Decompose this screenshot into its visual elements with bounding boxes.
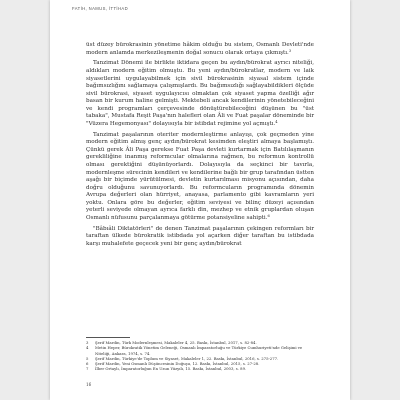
footnote-rule <box>86 337 130 338</box>
paragraph-4: "Bâbıâli Diktatörleri" de denen Tanzimat paşalarının çekingen reformları bir taraftan ülkede bürokratik istibdada yol açarken diğer taraftan bu istibdada karşı muhalefete geçecek yeni bir genç aydın/bürokrat <box>86 225 314 247</box>
footnotes <box>86 340 314 372</box>
paragraph-1: üst düzey bürokrasinin yönetime hâkim olduğu bu sistem, Osmanlı Devleti'nde modern anlamda merkezileşmenin doğal sonucu olarak ortaya çıkmıştı.$^3$ <box>86 42 314 56</box>
footnote-ref-6: 6 <box>267 213 270 218</box>
footnote-ref-4: 4 <box>275 119 278 124</box>
body-text <box>86 42 314 248</box>
footnote: 6 Şerif Mardin, Yeni Osmanlı Düşüncesinin Doğuşu, 12. Baskı, İstanbul, 2015, s. 27-28. <box>86 361 260 367</box>
footnote: 4 Metin Heper, Bürokratik Yönetim Geleneği, Osmanlı İmparatorluğu ve Türkiye Cumhuriyeti'nde Gelişimi ve Niteliği, Ankara, 1974, s. 74. <box>86 345 303 356</box>
footnote: 3 Şerif Mardin, Türk Modernleşmesi, Makaleler 4, 25. Baskı, İstanbul, 2017, s. 82-84. <box>86 340 257 345</box>
paragraph-2: Tanzimat Dönemi ile birlikte iktidara geçen bu aydın/bürokrat ayrıcı niteliği, aldıkları modern eğitim olmuştu. Bu yeni aydın/bürokratlar, modern ve laik siyasetlerini uygulayabilmek için sivil bürokrasinin siyasal sistem içinde bağımsızlığını sağlamaya çalışmışlardı. Bu bağımsızlığı sağlayabildikleri ölçüde sivil bürokrasi, siyaset uygulayıcısı olmaktan çok siyaset yapma özelliği ağır basan bir kurum haline gelmişti. Mektebeli ancak kendilerinin yönetebileceğini ve kendi programları çerçevesinde dönüştürebileceğini düşünen bu "üst tabaka", Mustafa Reşit Paşa'nın halefleri olan Âli ve Fuat paşalar döneminde bir "Vüzera Hegemonyası" dolayısıyla bir istibdat rejimine yol açmıştı.$^4$ <box>86 60 314 127</box>
running-head: FATİH, NAMUS, İTTİHAD <box>72 6 129 11</box>
page-number: 16 <box>86 382 92 387</box>
book-page <box>50 0 350 400</box>
footnote-ref-3: 3 <box>288 48 292 53</box>
paragraph-3: Tanzimat paşalarının oteriter modernleştirme anlayışı, çok geçmeden yine modern eğitim almış genç aydın/bürokrat kesimden eleştiri almaya başlamıştı. Çünkü gerek Âli Paşa gerekse Fuat Paşa devleti kurtarmak için Batılılaşmanın gerekliliğine inanmış reformcular olmalarına rağmen, bu reformun kontrollü olması gerektiğini düşünüyorlardı. Dolayısıyla da seçkinci bir tavırla, modernleşme sürecinin kendileri ve kendilerine bağlı bir grup tarafından üstten aşağı bir biçimde yürütülmesi, devletin kurtarılması misyonu açısından, daha doğru olduğunu savunuyorlardı. Bu reformcuların programında dönemin Avrupa değerleri olan hürriyet, anayasa, parlamento gibi kavramların yeri yoktu. Onlara göre bu değerler, eğitim seviyesi ve bilinç düzeyi açısından yeterli seviyede olmayan ayrıca farklı din, mezhep ve etnik gruplardan oluşan Osmanlı nüfusunu parçalanmaya götürme potansiyeline sahipti.$^6$ <box>86 131 314 221</box>
footnote: 5 Şerif Mardin, Türkiye'de Toplum ve Siyaset, Makaleler 1, 22. Baskı, İstanbul, 2016, s. 275-277. <box>86 355 279 361</box>
footnote: 7 İlber Ortaylı, İmparatorluğun En Uzun Yüzyılı, 15. Baskı, İstanbul, 2003, s. 89. <box>86 366 247 372</box>
